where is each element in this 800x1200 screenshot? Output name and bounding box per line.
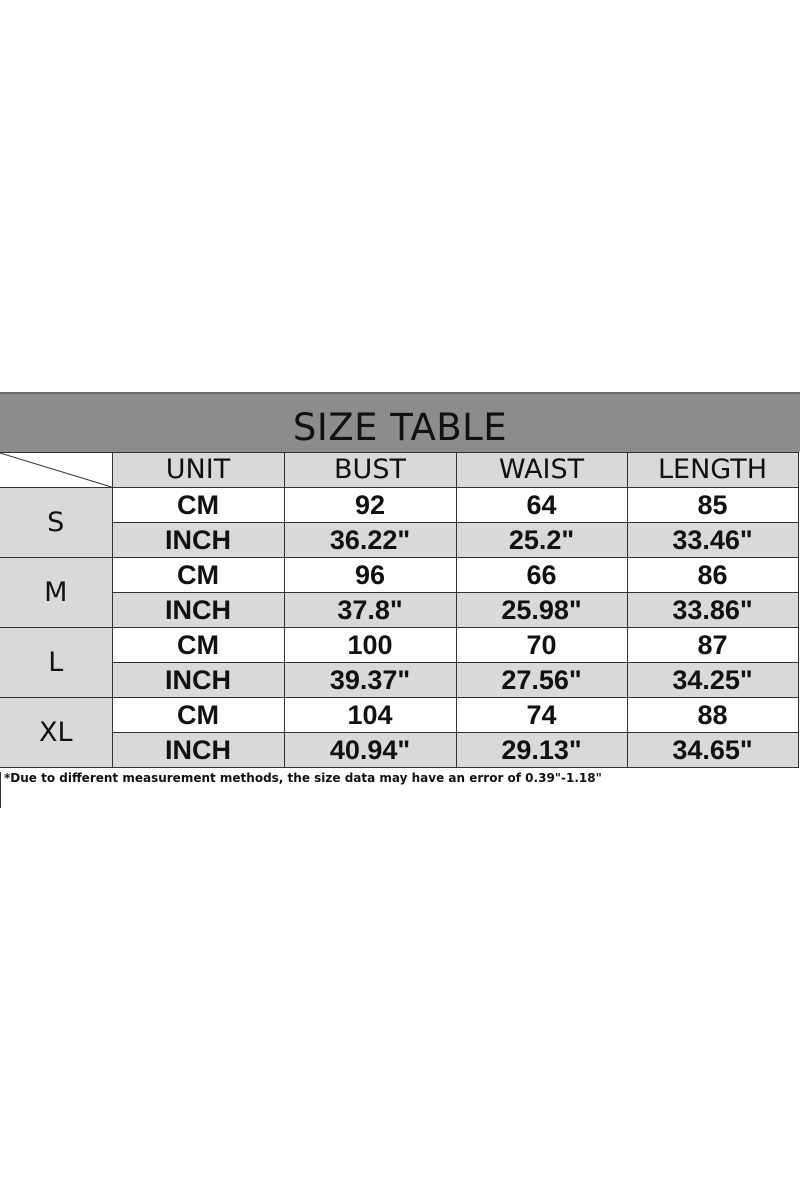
left-rule-divider bbox=[0, 772, 1, 808]
length-value: 34.65" bbox=[627, 733, 798, 768]
table-row bbox=[0, 698, 798, 733]
waist-value: 64 bbox=[456, 488, 627, 523]
unit-cell: INCH bbox=[112, 733, 284, 768]
unit-cell: CM bbox=[112, 698, 284, 733]
measurement-note: *Due to different measurement methods, the size data may have an error of 0.39"-1.18" bbox=[4, 771, 602, 785]
length-value: 88 bbox=[627, 698, 798, 733]
bust-value: 39.37" bbox=[284, 663, 456, 698]
unit-cell: INCH bbox=[112, 593, 284, 628]
bust-value: 92 bbox=[284, 488, 456, 523]
table-row bbox=[0, 488, 798, 523]
unit-cell: INCH bbox=[112, 663, 284, 698]
unit-cell: CM bbox=[112, 558, 284, 593]
unit-cell: CM bbox=[112, 628, 284, 663]
table-row bbox=[0, 558, 798, 593]
waist-value: 74 bbox=[456, 698, 627, 733]
unit-cell: INCH bbox=[112, 523, 284, 558]
bust-value: 37.8" bbox=[284, 593, 456, 628]
size-label-l: L bbox=[0, 628, 112, 698]
column-header-length: LENGTH bbox=[627, 453, 798, 488]
size-label-xl: XL bbox=[0, 698, 112, 768]
diagonal-divider-icon bbox=[0, 453, 112, 487]
length-value: 85 bbox=[627, 488, 798, 523]
length-value: 33.86" bbox=[627, 593, 798, 628]
length-value: 86 bbox=[627, 558, 798, 593]
bust-value: 96 bbox=[284, 558, 456, 593]
length-value: 33.46" bbox=[627, 523, 798, 558]
column-header-bust: BUST bbox=[284, 453, 456, 488]
waist-value: 29.13" bbox=[456, 733, 627, 768]
waist-value: 25.2" bbox=[456, 523, 627, 558]
waist-value: 27.56" bbox=[456, 663, 627, 698]
table-row bbox=[0, 628, 798, 663]
table-row bbox=[0, 663, 798, 698]
size-table-sheet bbox=[0, 392, 800, 785]
unit-cell: CM bbox=[112, 488, 284, 523]
table-row bbox=[0, 733, 798, 768]
title-bar bbox=[0, 392, 800, 452]
bust-value: 104 bbox=[284, 698, 456, 733]
waist-value: 70 bbox=[456, 628, 627, 663]
size-table bbox=[0, 452, 799, 768]
bust-value: 40.94" bbox=[284, 733, 456, 768]
table-row bbox=[0, 593, 798, 628]
size-label-m: M bbox=[0, 558, 112, 628]
length-value: 34.25" bbox=[627, 663, 798, 698]
column-header-unit: UNIT bbox=[112, 453, 284, 488]
column-header-waist: WAIST bbox=[456, 453, 627, 488]
size-label-s: S bbox=[0, 488, 112, 558]
table-title: SIZE TABLE bbox=[292, 405, 508, 449]
bust-value: 100 bbox=[284, 628, 456, 663]
bust-value: 36.22" bbox=[284, 523, 456, 558]
header-row bbox=[0, 453, 798, 488]
length-value: 87 bbox=[627, 628, 798, 663]
table-row bbox=[0, 523, 798, 558]
corner-cell bbox=[0, 453, 112, 488]
waist-value: 66 bbox=[456, 558, 627, 593]
waist-value: 25.98" bbox=[456, 593, 627, 628]
